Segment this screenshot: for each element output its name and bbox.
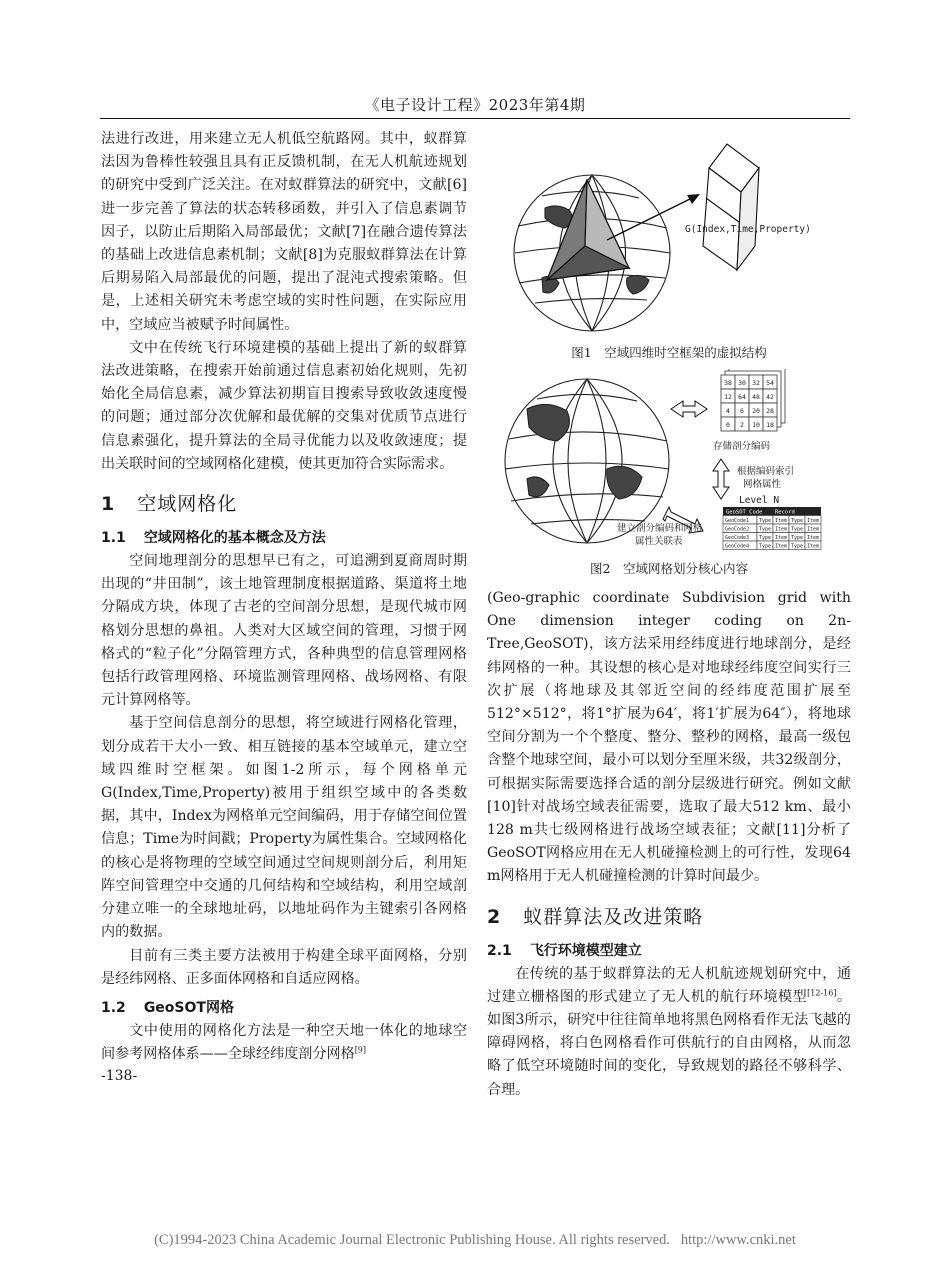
paragraph-1-1-b: 基于空间信息剖分的思想，将空域进行网格化管理，划分成若干大小一致、相互链接的基本空域单元，建立空域四维时空框架。如图1-2所示，每个网格单元G(Index,Time,Property)被用于组织空域中的各类数据，其中，Index为网格单元空间编码，用于存储空间位置信息；Time为时间戳；Property为属性集合。空域网格化的核心是将物理的空域空间通过空间规则剖分后，利用矩阵空间管理空中交通的几何结构和空域结构，利用空域剖分建立唯一的全球地址码，以地址码作为主键索引各网格内的数据。 [101,715,467,941]
table-cell-text: Type [791,534,804,541]
cnki-url[interactable]: http://www.cnki.net [680,1232,796,1248]
table-cell-text: GeoCode4 [725,543,750,550]
table-cell-text: Type [759,526,772,533]
table-cell-text: Item [807,543,820,550]
figure-2-caption: 图2 空域网格划分核心内容 [590,561,748,576]
grid-cell-value: 0 [726,421,730,429]
paragraph-1-1-a: 空间地理剖分的思想早已有之，可追溯到夏商周时期出现的“井田制”，该土地管理制度根据道路、渠道将土地分隔成方块，体现了古老的空间剖分思想，是现代城市网格划分思想的鼻祖。人类对大区域空间的管理，习惯于网格式的“粒子化”分隔管理方式，各种典型的信息管理网格包括行政管理网格、环境监测管理网格、战场网格、有限元计算网格等。 [101,553,467,709]
paragraph-intro-2: 文中在传统飞行环境建模的基础上提出了新的蚁群算法改进策略，在搜索开始前通过信息素初始化规则，先初始化全局信息素，减少算法初期盲目搜索导致收敛速度慢的问题；通过部分次优解和最优解的交集对优质节点进行信息素强化，提升算法的全局寻优能力以及收敛速度；提出关联时间的空域网格化建模，使其更加符合实际需求。 [101,339,467,472]
section-1-2-heading: 1.2 GeoSOT网格 [101,999,234,1016]
citation-9: [9] [354,1045,367,1055]
figure-1-caption: 图1 空域四维时空框架的虚拟结构 [571,345,767,360]
grid-cell-value: 20 [752,407,760,415]
footer [0,1232,950,1249]
relation-table [723,507,821,550]
grid-cell-value: 12 [724,393,732,401]
citation-12-16: [12-16] [807,988,837,998]
index-label-1: 根据编码索引 [737,466,795,477]
section-1-1-heading: 1.1 空域网格化的基本概念及方法 [101,530,326,547]
table-cell-text: Type [791,526,804,533]
table-cell-text: GeoCode2 [725,526,750,533]
grid-cell-value: 32 [752,379,760,387]
paragraph-intro-1: 法进行改进，用来建立无人机低空航路网。其中，蚁群算法因为鲁棒性较强且具有正反馈机制，在无人机航迹规划的研究中受到广泛关注。在对蚁群算法的研究中，文献[6]进一步完善了算法的状态转移函数，并引入了信息素调节因子，以防止后期陷入局部最优；文献[7]在融合遗传算法的基础上改进信息素机制；文献[8]为克服蚁群算法在计算后期易陷入局部最优的问题，提出了混沌式搜索策略。但是，上述相关研究未考虑空域的实时性问题，在实际应用中，空域应当被赋予时间属性。 [101,131,467,333]
index-label-2: 网格属性 [743,479,782,490]
table-header-cell: Record [775,509,795,516]
right-column [487,128,851,1102]
paragraph-1-2-cont: (Geo-graphic coordinate Subdivision grid with One dimension integer coding on 2n-Tree,GeoSOT)，该方法采用经纬度进行地球剖分，是经纬网格的一种。其设想的核心是对地球经纬度空间实行三次扩展（将地球及其邻近空间的经纬度范围扩展至512°×512°，将1°扩展为64′，将1′扩展为64″），将地球空间分割为一个个整度、整分、整秒的网格，最高一级包含整个地球空间，最小可以划分至厘米级，共32级剖分，可根据实际需要选择合适的剖分层级进行研究。例如文献[10]针对战场空域表征需要，选取了最大512 km、最小128 m共七级网格进行战场空域表征；文献[11]分析了GeoSOT网格应用在无人机碰撞检测上的可行性，发现64 m网格用于无人机碰撞检测的计算时间最少。 [487,590,851,885]
figure-1-graphic [487,128,851,338]
header-rule [100,118,850,119]
grid-cell-value: 10 [752,421,760,429]
relation-label-1: 建立剖分编码和网格 [617,523,703,534]
globe-icon [505,379,669,543]
table-cell-text: Item [775,517,788,524]
page-number: -138- [101,1068,138,1085]
journal-header: 《电子设计工程》2023年第4期 [364,96,586,114]
paragraph-1-2: 文中使用的网格化方法是一种空天地一体化的地球空间参考网格体系——全球经纬度剖分网格[9] [101,1022,467,1063]
copyright-text: (C)1994-2023 China Academic Journal Electronic Publishing House. All rights reserved. [154,1232,670,1248]
paragraph-2-1: 在传统的基于蚁群算法的无人机航迹规划研究中，通过建立栅格图的形式建立了无人机的航行环境模型[12-16]。如图3所示，研究中往往简单地将黑色网格看作无法飞越的障碍网格，将白色网格看作可供航行的自由网格，从而忽略了低空环境随时间的变化，导致规划的路径不够科学、合理。 [487,965,852,1098]
grid-cell-value: 42 [766,393,774,401]
grid-cell-value: 38 [724,379,732,387]
table-cell-text: Item [775,526,788,533]
left-column [101,128,467,1084]
table-cell-text: GeoCode1 [725,517,750,524]
table-cell-text: Item [807,534,820,541]
table-cell-text: Item [775,534,788,541]
figure-2-graphic [487,369,851,555]
grid-cell-value: 28 [766,407,774,415]
table-header-cell: GeoSOT Code [726,509,763,516]
level-label: Level N [739,495,780,506]
section-1-heading: 1 空域网格化 [101,493,238,516]
grid-cell-value: 18 [766,421,774,429]
table-cell-text: Item [775,543,788,550]
section-2-1-heading: 2.1 飞行环境模型建立 [487,942,642,959]
grid-cell-value: 64 [738,393,746,401]
grid-cell-value: 2 [740,421,744,429]
storage-label: 存储剖分编码 [713,441,771,452]
table-cell-text: Item [807,517,820,524]
table-cell-text: Type [759,517,772,524]
grid-cell-box-icon [703,144,759,270]
figure-1-label: G(Index,Time,Property) [685,224,811,235]
table-cell-text: GeoCode3 [725,534,750,541]
grid-cell-value: 48 [752,393,760,401]
paragraph-1-1-c: 目前有三类主要方法被用于构建全球平面网格，分别是经纬网格、正多面体网格和自适应网格。 [101,947,467,987]
section-2-heading: 2 蚁群算法及改进策略 [487,905,704,928]
grid-cell-value: 4 [726,407,730,415]
table-cell-text: Type [759,534,772,541]
table-cell-text: Type [791,543,804,550]
table-cell-text: Type [759,543,772,550]
grid-cell-value: 54 [766,379,774,387]
grid-cell-value: 30 [738,379,746,387]
table-cell-text: Item [807,526,820,533]
figure-2 [487,369,851,555]
encoding-grid [721,369,785,431]
figure-1 [487,128,851,338]
double-arrow-icon [663,401,729,533]
relation-label-2: 属性关联表 [635,536,683,547]
grid-cell-value: 6 [740,407,744,415]
table-cell-text: Type [791,517,804,524]
